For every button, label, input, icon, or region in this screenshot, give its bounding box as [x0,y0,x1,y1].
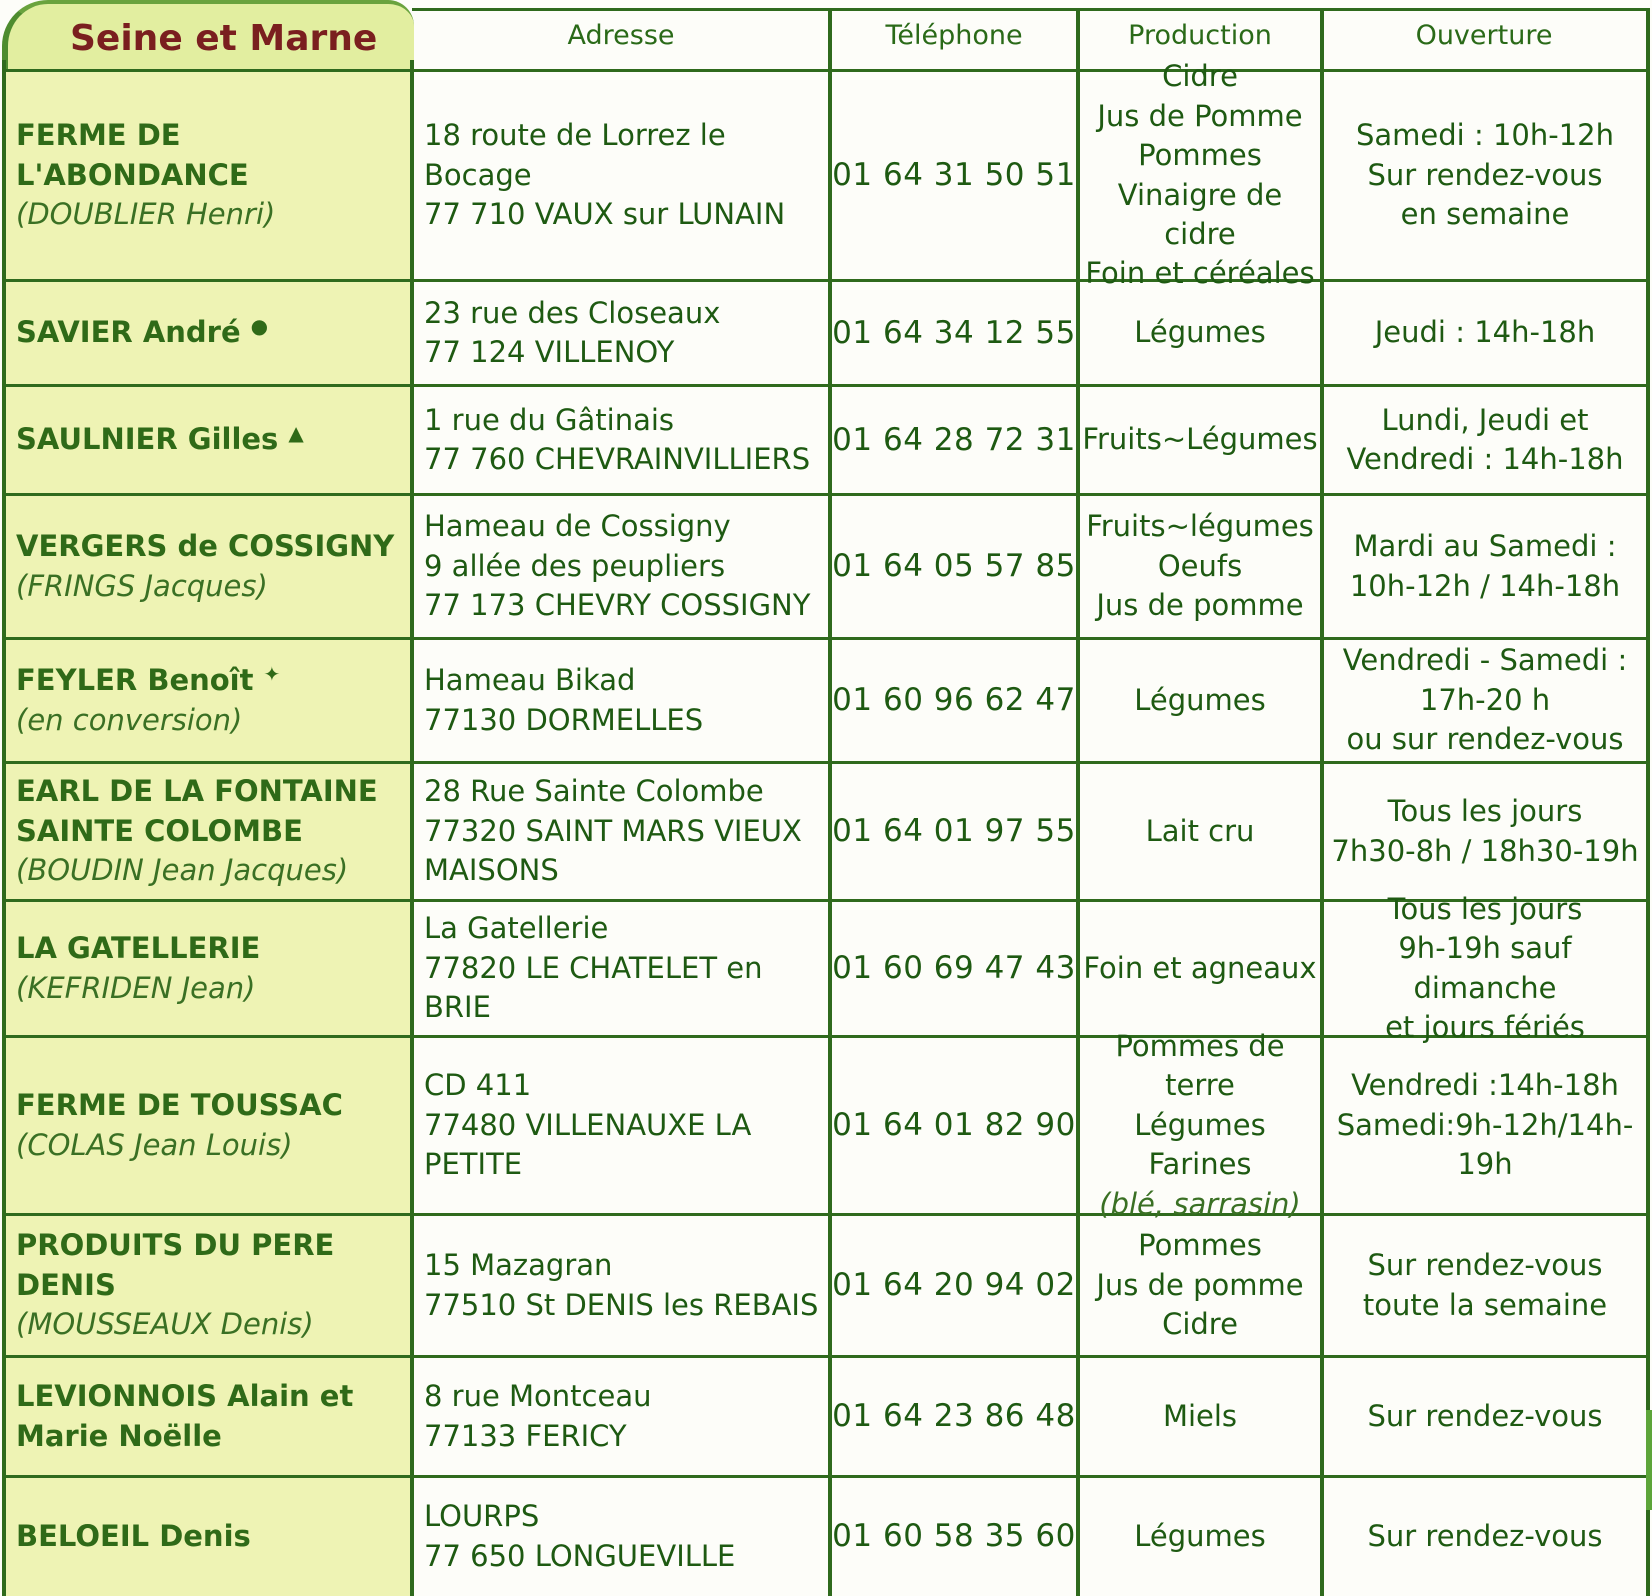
phone-cell [832,902,1076,1035]
opening-hours-line: Samedi:9h-12h/14h-19h [1336,1107,1634,1182]
phone-number: 01 64 01 97 55 [832,813,1076,850]
producer-cell [4,387,410,493]
production-item: Miels [1162,1398,1238,1433]
production-cell [1080,1216,1320,1355]
production-cell [1080,764,1320,899]
producer-owner: (en conversion) [16,702,243,737]
address-cell [414,282,828,384]
address-line: CD 411 [424,1068,532,1103]
opening-cell [1324,387,1646,493]
address-line: 9 allée des peupliers [424,548,726,583]
address-cell [414,387,828,493]
producer-cell [4,902,410,1035]
production-cell [1080,496,1320,637]
production-item: Vinaigre de cidre [1117,177,1283,251]
producer-cell [4,282,410,384]
opening-hours-line: Vendredi - Samedi : [1342,643,1628,678]
address-cell [414,902,828,1035]
opening-hours-line: en semaine [1400,197,1570,232]
address-line: 77 760 CHEVRAINVILLIERS [424,442,811,476]
address-line: 77133 FERICY [424,1418,627,1453]
production-cell [1080,1028,1320,1221]
opening-cell [1324,1358,1646,1475]
producer-name-text: FERME DE TOUSSAC [16,1088,343,1123]
producer-owner: (COLAS Jean Louis) [16,1127,293,1162]
opening-hours-line: 7h30-8h / 18h30-19h [1331,833,1639,868]
production-item: Jus de pomme [1096,588,1304,623]
producer-name-text: PRODUITS DU PERE DENIS [16,1228,335,1302]
production-cell [1080,902,1320,1035]
address-line: 28 Rue Sainte Colombe [424,774,764,809]
opening-cell [1324,764,1646,899]
address-cell [414,1038,828,1213]
producer-cell [4,640,410,761]
phone-number: 01 64 31 50 51 [832,157,1076,194]
production-item: Légumes [1134,682,1266,717]
opening-cell [1324,282,1646,384]
producer-cell [4,1216,410,1355]
production-item: Légumes [1134,1107,1266,1142]
header-adresse: Adresse [567,19,675,51]
phone-number: 01 60 58 35 60 [832,1518,1076,1555]
producer-name [16,1086,410,1125]
producer-name-text: FEYLER Benoît [16,663,254,698]
address-cell [414,496,828,637]
producer-name [16,313,410,352]
address-line: 77 124 VILLENOY [424,335,675,369]
opening-cell [1324,496,1646,637]
production-item: Pommes de terre [1115,1028,1285,1103]
producer-name [16,1377,410,1416]
producer-name-line2: SAINTE COLOMBE [16,813,303,848]
production-cell [1080,282,1320,384]
phone-cell [832,1216,1076,1355]
production-item: Oeufs [1157,548,1243,583]
producer-name [16,772,410,811]
opening-hours-line: Lundi, Jeudi et [1381,402,1589,437]
phone-cell [832,282,1076,384]
production-item: Légumes [1134,1518,1266,1553]
production-item: Foin et agneaux [1083,950,1317,985]
production-item: Foin et céréales [1085,256,1315,291]
opening-hours-line: et jours fériés [1385,1009,1585,1044]
phone-cell [832,1478,1076,1595]
address-cell [414,640,828,761]
address-line: Hameau Bikad [424,663,636,698]
address-cell [414,1478,828,1595]
producer-name-text: BELOEIL Denis [16,1518,251,1553]
opening-hours-line: Sur rendez-vous [1367,1518,1603,1553]
opening-cell [1324,1478,1646,1595]
producer-owner: (MOUSSEAUX Denis) [16,1307,314,1342]
producer-name [16,527,410,566]
opening-hours-line: Tous les jours [1387,891,1583,926]
phone-number: 01 64 20 94 02 [832,1267,1076,1304]
producer-owner: (DOUBLIER Henri) [16,197,276,232]
label-symbol-icon: ● [250,314,269,339]
phone-cell [832,387,1076,493]
producer-cell [4,72,410,279]
opening-hours-line: Jeudi : 14h-18h [1374,315,1596,350]
opening-cell [1324,1216,1646,1355]
producer-name-text: LEVIONNOIS Alain et [16,1379,354,1414]
producer-owner: (BOUDIN Jean Jacques) [16,853,349,888]
opening-hours-line: Vendredi : 14h-18h [1346,442,1624,476]
top-border [412,8,1650,11]
production-item: Légumes [1134,315,1266,350]
address-cell [414,1216,828,1355]
opening-hours-line: Sur rendez-vous [1367,157,1603,192]
address-line: 15 Mazagran [424,1248,613,1283]
label-symbol-icon: ▲ [288,421,304,446]
producer-name [16,929,410,968]
producer-name [16,661,410,700]
address-line: 77320 SAINT MARS VIEUX [424,813,802,848]
address-line: 77510 St DENIS les REBAIS [424,1287,819,1322]
opening-cell [1324,891,1646,1044]
address-line: 77820 LE CHATELET en BRIE [424,950,763,1025]
phone-number: 01 64 28 72 31 [832,421,1076,458]
production-item: Fruits~Légumes [1082,422,1318,457]
producer-cell [4,764,410,899]
opening-hours-line: ou sur rendez-vous [1346,722,1624,757]
production-item: Cidre [1162,1307,1238,1342]
opening-hours-line: Mardi au Samedi : [1353,529,1617,564]
opening-hours-line: Samedi : 10h-12h [1356,118,1614,153]
phone-cell [832,1358,1076,1475]
producer-name [16,1226,410,1305]
opening-hours-line: 17h-20 h [1419,682,1551,717]
phone-cell [832,1038,1076,1213]
phone-number: 01 64 23 86 48 [832,1398,1076,1435]
edge-decoration [1646,1410,1652,1510]
opening-cell [1324,640,1646,761]
label-symbol-icon: ✦ [263,662,281,687]
phone-cell [832,72,1076,279]
producer-name [16,420,410,459]
production-item: Pommes [1138,138,1262,173]
address-cell [414,1358,828,1475]
address-line: 1 rue du Gâtinais [424,402,675,437]
phone-number: 01 64 34 12 55 [832,314,1076,351]
opening-hours-line: Sur rendez-vous [1367,1398,1603,1433]
opening-hours-line: Sur rendez-vous [1367,1248,1603,1283]
production-item: Cidre [1162,59,1238,94]
address-line: LOURPS [424,1499,540,1534]
producer-name-text: SAULNIER Gilles [16,422,279,457]
phone-number: 01 64 05 57 85 [832,548,1076,585]
production-note: (blé, sarrasin) [1099,1186,1301,1221]
production-item: Fruits~légumes [1086,509,1314,544]
opening-hours-line: 9h-19h sauf dimanche [1398,931,1572,1005]
production-item: Lait cru [1145,813,1255,848]
producer-name-text: FERME DE L'ABONDANCE [16,118,249,192]
producer-cell [4,1478,410,1595]
address-line: 77 173 CHEVRY COSSIGNY [424,588,811,623]
producer-owner: (KEFRIDEN Jean) [16,970,256,1005]
region-title: Seine et Marne [70,18,378,59]
opening-cell [1324,72,1646,279]
address-cell [414,764,828,899]
production-item: Jus de pomme [1096,1267,1304,1302]
address-line: 8 rue Montceau [424,1379,652,1414]
address-line: MAISONS [424,853,559,888]
production-cell [1080,1358,1320,1475]
address-line: 77 710 VAUX sur LUNAIN [424,197,786,232]
header-production: Production [1128,19,1272,51]
address-line: 77480 VILLENAUXE LA PETITE [424,1107,752,1182]
producer-cell [4,1038,410,1213]
phone-cell [832,496,1076,637]
opening-hours-line: 10h-12h / 14h-18h [1349,568,1621,603]
production-item: Pommes [1138,1228,1262,1263]
producer-name-text: EARL DE LA FONTAINE [16,774,378,809]
address-cell [414,72,828,279]
phone-cell [832,764,1076,899]
producer-cell [4,496,410,637]
producer-name-text: SAVIER André [16,315,241,350]
region-tab [2,0,414,70]
address-line: 77 650 LONGUEVILLE [424,1538,736,1573]
production-cell [1080,59,1320,291]
production-cell [1080,640,1320,761]
production-cell [1080,1478,1320,1595]
producer-name-text: VERGERS de COSSIGNY [16,529,395,564]
opening-hours-line: Tous les jours [1387,794,1583,829]
producer-cell [4,1358,410,1475]
opening-hours-line: Vendredi :14h-18h [1351,1068,1619,1103]
producer-name [16,1517,410,1556]
opening-hours-line: toute la semaine [1362,1287,1608,1322]
address-line: 18 route de Lorrez le Bocage [424,118,726,192]
producer-name-line2: Marie Noëlle [16,1418,222,1453]
production-item: Jus de Pomme [1097,98,1303,133]
production-cell [1080,387,1320,493]
header-telephone: Téléphone [885,19,1023,51]
production-item: Farines [1148,1147,1252,1182]
producer-name [16,116,410,195]
producer-owner: (FRINGS Jacques) [16,568,268,603]
producer-name-text: LA GATELLERIE [16,931,261,966]
address-line: La Gatellerie [424,911,609,946]
address-line: Hameau de Cossigny [424,509,731,544]
phone-number: 01 60 96 62 47 [832,682,1076,719]
address-line: 23 rue des Closeaux [424,295,721,330]
phone-cell [832,640,1076,761]
opening-cell [1324,1038,1646,1213]
address-line: 77130 DORMELLES [424,702,704,737]
phone-number: 01 60 69 47 43 [832,950,1076,987]
header-ouverture: Ouverture [1415,19,1553,51]
phone-number: 01 64 01 82 90 [832,1107,1076,1144]
